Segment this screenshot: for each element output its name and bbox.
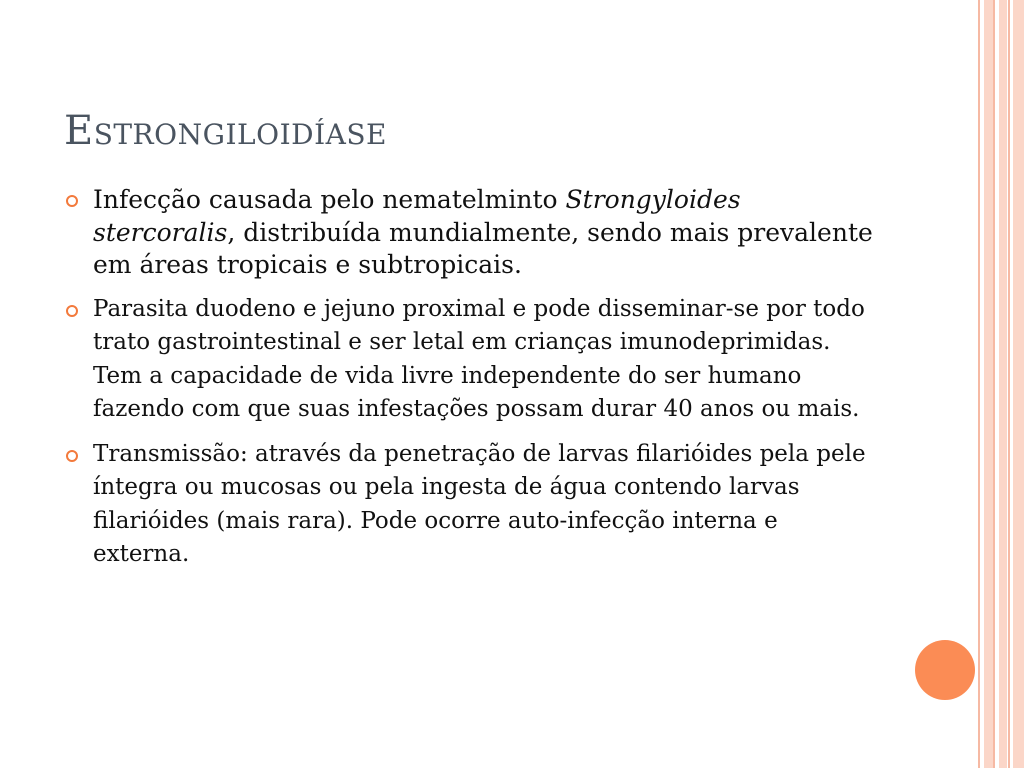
bullet-list bbox=[64, 184, 879, 572]
decorative-circle bbox=[915, 640, 975, 700]
bullet-item bbox=[64, 184, 879, 282]
bullet-item bbox=[64, 293, 879, 427]
decorative-stripe bbox=[1013, 0, 1024, 768]
decorative-stripe bbox=[1008, 0, 1010, 768]
bullet-text: Infecção causada pelo nematelminto Strongyloides stercoralis, distribuída mundialmente, sendo mais prevalente em áreas tropicais e subtropicais. bbox=[93, 185, 873, 279]
bullet-ring-icon bbox=[66, 450, 78, 462]
slide-title: Estrongiloidíase bbox=[64, 108, 387, 154]
decorative-stripe bbox=[993, 0, 995, 768]
bullet-ring-icon bbox=[66, 305, 78, 317]
bullet-ring-icon bbox=[66, 195, 78, 207]
decorative-stripe bbox=[984, 0, 993, 768]
decorative-stripe bbox=[978, 0, 980, 768]
bullet-item bbox=[64, 438, 879, 572]
species-name: Strongyloides stercoralis bbox=[93, 185, 741, 247]
bullet-text: Transmissão: através da penetração de larvas filarióides pela pele íntegra ou mucosas ou pela ingesta de água contendo larvas filarióides (mais rara). Pode ocorre auto-infecção interna e externa. bbox=[93, 440, 866, 567]
bullet-text: Parasita duodeno e jejuno proximal e pode disseminar-se por todo trato gastrointestinal e ser letal em crianças imunodeprimidas. Tem a capacidade de vida livre independente do ser humano fazendo com que suas infestações possam durar 40 anos ou mais. bbox=[93, 295, 865, 422]
decorative-stripe bbox=[999, 0, 1007, 768]
